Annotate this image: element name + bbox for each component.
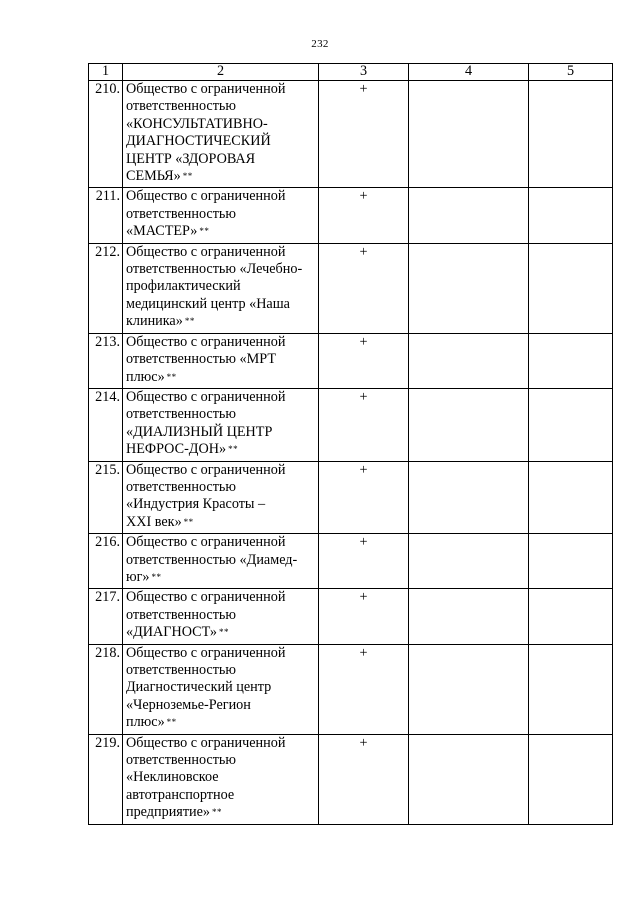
organization-name-line	[126, 496, 318, 513]
organization-name-text: ответственностью	[126, 478, 237, 495]
organization-name-text: Общество с ограниченной	[126, 734, 286, 751]
organization-name-text: ответственностью	[126, 606, 237, 623]
column-5-cell	[529, 388, 613, 461]
organization-name-line	[126, 116, 318, 133]
organization-name-line	[126, 369, 318, 386]
organization-name-line	[126, 714, 318, 731]
table-row	[89, 589, 613, 644]
row-number: 219.	[89, 734, 123, 824]
table-row	[89, 534, 613, 589]
row-number: 212.	[89, 243, 123, 333]
organization-name-text: Общество с ограниченной	[126, 81, 286, 97]
column-5-cell	[529, 333, 613, 388]
table-row	[89, 734, 613, 824]
organization-name-text: «Черноземье-Регион	[126, 696, 251, 713]
column-header-5: 5	[529, 64, 613, 81]
column-4-cell	[409, 644, 529, 734]
organization-name-text: Общество с ограниченной	[126, 644, 286, 661]
row-number: 214.	[89, 388, 123, 461]
organization-name-line	[126, 479, 318, 496]
row-number: 215.	[89, 461, 123, 534]
organization-name-text: Общество с ограниченной	[126, 534, 286, 551]
footnote-marker: **	[183, 516, 194, 527]
organization-name-line	[126, 679, 318, 696]
organization-name-line	[126, 441, 318, 458]
organization-name-text: автотранспортное	[126, 786, 235, 803]
organization-name-text: ответственностью	[126, 662, 237, 678]
column-header-4: 4	[409, 64, 529, 81]
organization-name-line	[126, 223, 318, 240]
organization-name-text: ответственностью «Лечебно-	[126, 261, 303, 278]
organization-name	[123, 333, 319, 388]
footnote-marker: **	[219, 627, 229, 638]
organization-name-text: ответственностью «Диамед-	[126, 551, 298, 568]
page-number: 232	[311, 38, 329, 50]
organization-name-line	[126, 552, 318, 569]
footnote-marker: **	[228, 444, 239, 455]
organization-name-line	[126, 313, 318, 330]
footnote-marker: **	[199, 226, 210, 237]
organization-name-text: ответственностью	[126, 205, 237, 222]
column-4-cell	[409, 333, 529, 388]
organization-name-text: клиника»	[126, 313, 183, 330]
column-5-cell	[529, 534, 613, 589]
organization-name-line	[126, 188, 318, 205]
organization-name-text: НЕФРОС-ДОН»	[126, 441, 227, 458]
organization-name-text: «ДИАЛИЗНЫЙ ЦЕНТР	[126, 423, 273, 440]
organization-name-text: «МАСТЕР»	[126, 223, 198, 240]
organization-name-text: ДИАГНОСТИЧЕСКИЙ	[126, 133, 271, 150]
organization-name-line	[126, 168, 318, 185]
row-number: 211.	[89, 188, 123, 243]
footnote-marker: **	[184, 316, 195, 327]
column-4-cell	[409, 81, 529, 188]
organization-name-line	[126, 244, 318, 261]
organization-name-line	[126, 351, 318, 368]
organization-name-line	[126, 752, 318, 769]
table-row	[89, 81, 613, 188]
organization-name-text: Общество с ограниченной	[126, 589, 286, 606]
organization-name-text: профилактический	[126, 278, 241, 295]
column-3-mark: +	[319, 243, 409, 333]
organization-name-line	[126, 296, 318, 313]
organization-name-text: XXI век»	[126, 513, 182, 530]
organization-name-text: Общество с ограниченной	[126, 188, 286, 205]
organization-name-text: СЕМЬЯ»	[126, 168, 181, 185]
footnote-marker: **	[151, 571, 162, 582]
organization-name-text: ЦЕНТР «ЗДОРОВАЯ	[126, 150, 256, 167]
organization-name	[123, 461, 319, 534]
organization-name-text: «Индустрия Красоты –	[126, 496, 266, 513]
column-4-cell	[409, 461, 529, 534]
column-3-mark: +	[319, 644, 409, 734]
organization-name-text: плюс»	[126, 368, 165, 385]
row-number: 217.	[89, 589, 123, 644]
table-row	[89, 388, 613, 461]
column-5-cell	[529, 461, 613, 534]
organization-name-line	[126, 133, 318, 150]
organization-name	[123, 644, 319, 734]
organization-name-line	[126, 81, 318, 98]
footnote-marker: **	[182, 171, 193, 182]
row-number: 213.	[89, 333, 123, 388]
column-3-mark: +	[319, 81, 409, 188]
organization-name-line	[126, 769, 318, 786]
organization-name-text: плюс»	[126, 714, 165, 731]
table-row	[89, 461, 613, 534]
organization-name-text: «Неклиновское	[126, 769, 219, 786]
column-3-mark: +	[319, 388, 409, 461]
column-3-mark: +	[319, 333, 409, 388]
column-3-mark: +	[319, 188, 409, 243]
organization-name-line	[126, 98, 318, 115]
organization-name-line	[126, 424, 318, 441]
row-number: 218.	[89, 644, 123, 734]
table-row	[89, 333, 613, 388]
organization-name	[123, 734, 319, 824]
column-5-cell	[529, 589, 613, 644]
organization-name	[123, 81, 319, 188]
organization-name-line	[126, 569, 318, 586]
column-5-cell	[529, 644, 613, 734]
registry-table-body	[89, 64, 613, 825]
organization-name-line	[126, 662, 318, 679]
organization-name-text: ответственностью «МРТ	[126, 351, 276, 368]
column-3-mark: +	[319, 461, 409, 534]
table-header-row	[89, 64, 613, 81]
organization-name-line	[126, 787, 318, 804]
column-4-cell	[409, 388, 529, 461]
organization-name	[123, 534, 319, 589]
organization-name-line	[126, 645, 318, 662]
column-header-1: 1	[89, 64, 123, 81]
organization-name-text: «ДИАГНОСТ»	[126, 624, 217, 641]
organization-name	[123, 243, 319, 333]
column-4-cell	[409, 589, 529, 644]
organization-name-text: ответственностью	[126, 98, 237, 115]
column-3-mark: +	[319, 534, 409, 589]
organization-name-line	[126, 334, 318, 351]
organization-name-line	[126, 389, 318, 406]
organization-name-line	[126, 514, 318, 531]
column-3-mark: +	[319, 589, 409, 644]
organization-name-text: Общество с ограниченной	[126, 461, 286, 478]
column-5-cell	[529, 243, 613, 333]
organization-name	[123, 388, 319, 461]
organization-name-text: Диагностический центр	[126, 679, 272, 696]
column-4-cell	[409, 243, 529, 333]
organization-name-line	[126, 206, 318, 223]
registry-table	[88, 63, 613, 825]
row-number: 210.	[89, 81, 123, 188]
organization-name-text: предприятие»	[126, 804, 211, 821]
organization-name-text: ответственностью	[126, 752, 237, 769]
column-5-cell	[529, 734, 613, 824]
organization-name-text: ответственностью	[126, 406, 237, 423]
organization-name-line	[126, 607, 318, 624]
organization-name-line	[126, 589, 318, 606]
organization-name	[123, 188, 319, 243]
footnote-marker: **	[212, 807, 223, 818]
organization-name-line	[126, 804, 318, 821]
column-5-cell	[529, 188, 613, 243]
column-header-3: 3	[319, 64, 409, 81]
footnote-marker: **	[166, 371, 177, 382]
footnote-marker: **	[166, 717, 177, 728]
organization-name-line	[126, 151, 318, 168]
organization-name-line	[126, 462, 318, 479]
organization-name-text: юг»	[126, 568, 150, 585]
organization-name-text: Общество с ограниченной	[126, 388, 286, 405]
organization-name-text: Общество с ограниченной	[126, 243, 286, 260]
table-row	[89, 644, 613, 734]
organization-name-text: «КОНСУЛЬТАТИВНО-	[126, 115, 268, 132]
column-4-cell	[409, 734, 529, 824]
organization-name-line	[126, 534, 318, 551]
column-3-mark: +	[319, 734, 409, 824]
table-row	[89, 243, 613, 333]
organization-name-text: медицинский центр «Наша	[126, 295, 290, 312]
organization-name-line	[126, 735, 318, 752]
organization-name-line	[126, 697, 318, 714]
organization-name-line	[126, 406, 318, 423]
column-4-cell	[409, 188, 529, 243]
row-number: 216.	[89, 534, 123, 589]
organization-name-line	[126, 624, 318, 641]
organization-name-line	[126, 278, 318, 295]
column-4-cell	[409, 534, 529, 589]
organization-name-line	[126, 261, 318, 278]
organization-name	[123, 589, 319, 644]
column-5-cell	[529, 81, 613, 188]
organization-name-text: Общество с ограниченной	[126, 333, 286, 350]
table-row	[89, 188, 613, 243]
column-header-2: 2	[123, 64, 319, 81]
